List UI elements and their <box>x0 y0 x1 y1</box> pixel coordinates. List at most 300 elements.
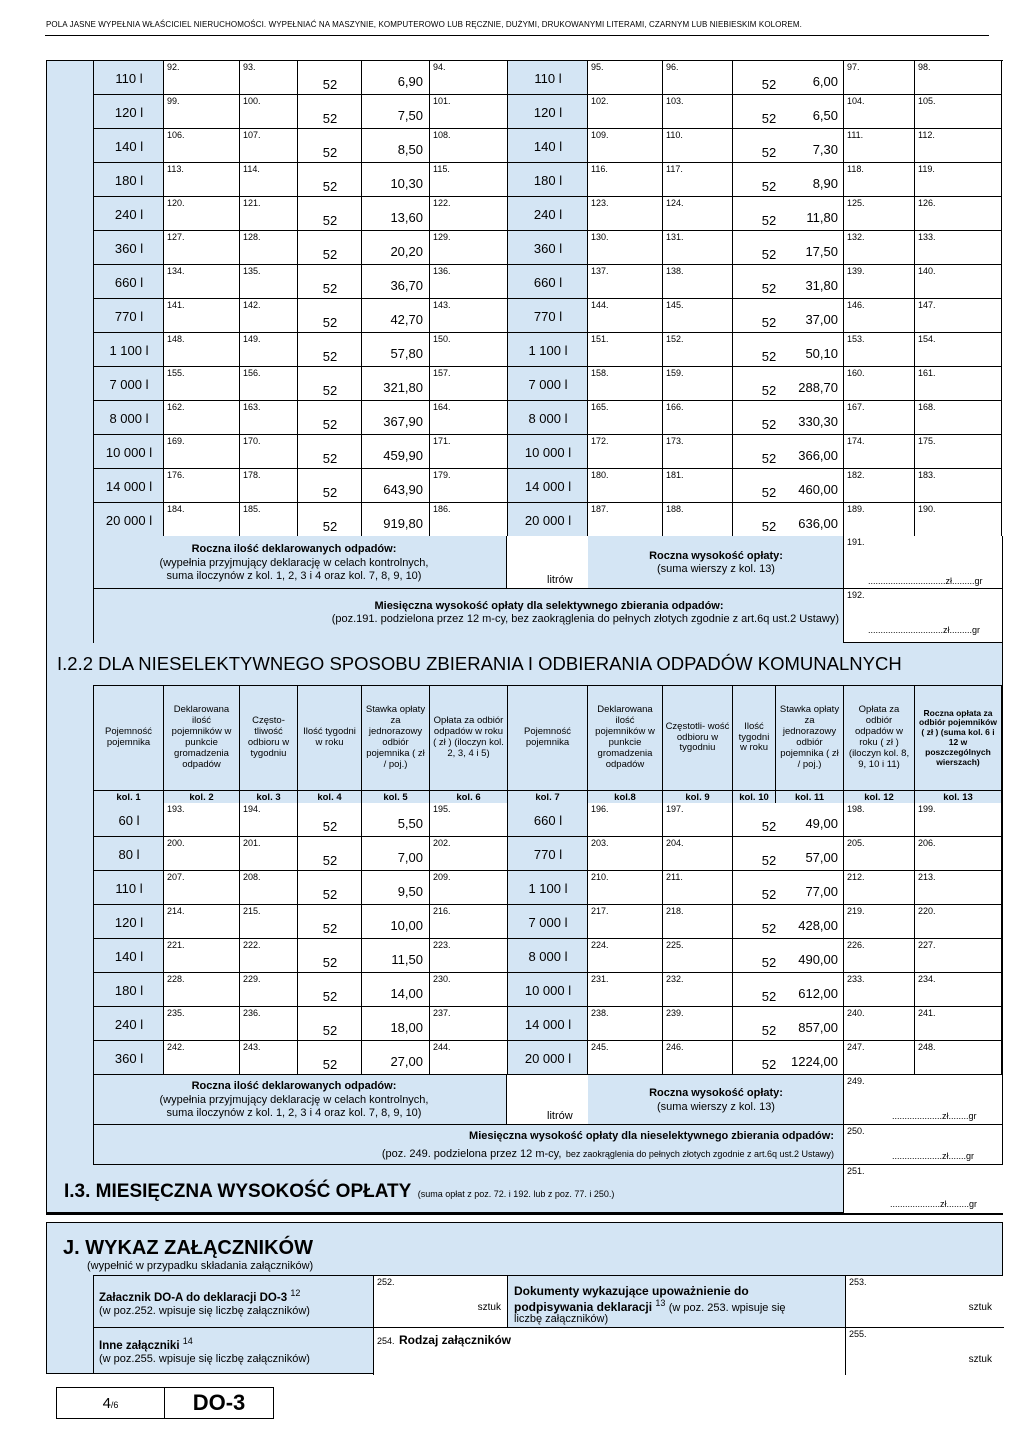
table-row <box>94 367 1002 401</box>
total-fee-cell[interactable] <box>915 973 1002 1007</box>
qty-cell[interactable] <box>164 95 240 129</box>
field-254[interactable] <box>374 1328 846 1375</box>
annual-fee-cell[interactable] <box>844 1007 915 1041</box>
frequency-cell[interactable] <box>663 1041 733 1075</box>
rate-value: 31,80 <box>805 278 838 293</box>
capacity-value: 14 000 l <box>524 1016 572 1032</box>
attachments-grid <box>93 1275 1003 1374</box>
qty-cell[interactable] <box>588 197 663 231</box>
qty-cell[interactable] <box>588 871 663 905</box>
position-number: 239. <box>666 1008 684 1018</box>
field-253[interactable] <box>846 1276 1004 1328</box>
annual-fee-cell[interactable] <box>430 197 508 231</box>
annual-fee-cell[interactable] <box>844 973 915 1007</box>
frequency-cell[interactable] <box>663 333 733 367</box>
qty-cell[interactable] <box>588 367 663 401</box>
position-number: 113. <box>167 164 184 174</box>
frequency-cell[interactable] <box>240 871 298 905</box>
frequency-cell[interactable] <box>663 367 733 401</box>
annual-fee-cell[interactable] <box>844 803 915 837</box>
total-fee-cell[interactable] <box>915 939 1002 973</box>
annual-fee-cell[interactable] <box>430 973 508 1007</box>
qty-cell[interactable] <box>164 401 240 435</box>
column-number: kol. 2 <box>164 790 240 804</box>
docs-title-line2 <box>514 1298 786 1314</box>
annual-fee-cell[interactable] <box>430 803 508 837</box>
qty-cell[interactable] <box>588 401 663 435</box>
qty-cell[interactable] <box>164 973 240 1007</box>
position-number: 118. <box>847 164 864 174</box>
position-number: 174. <box>847 436 865 446</box>
position-number: 143. <box>433 300 451 310</box>
position-number: 224. <box>591 940 609 950</box>
annual-fee-cell[interactable] <box>430 61 508 95</box>
pos-254: 254. <box>377 1336 395 1346</box>
frequency-cell[interactable] <box>240 367 298 401</box>
position-number: 165. <box>591 402 609 412</box>
annual-fee-cell[interactable] <box>844 871 915 905</box>
frequency-cell[interactable] <box>240 939 298 973</box>
position-number: 193. <box>167 804 185 814</box>
annual-fee-sub: (suma wierszy z kol. 13) <box>657 563 775 575</box>
position-number: 195. <box>433 804 451 814</box>
position-number: 140. <box>918 266 936 276</box>
monthly-title: Miesięczna wysokość opłaty dla selektywnego zbierania odpadów: <box>374 600 724 612</box>
weeks-value: 52 <box>761 886 777 902</box>
weeks-cell <box>298 163 362 197</box>
frequency-cell[interactable] <box>240 973 298 1007</box>
pos-250: 250. <box>847 1126 865 1136</box>
frequency-cell[interactable] <box>240 1007 298 1041</box>
total-fee-cell[interactable] <box>915 503 1002 537</box>
capacity-value: 240 l <box>114 206 144 222</box>
qty-cell[interactable] <box>588 1007 663 1041</box>
qty-cell[interactable] <box>164 905 240 939</box>
weeks-value: 52 <box>761 280 777 296</box>
capacity-value: 140 l <box>533 138 563 154</box>
frequency-cell[interactable] <box>663 129 733 163</box>
annual-fee-cell[interactable] <box>844 299 915 333</box>
qty-cell[interactable] <box>164 503 240 537</box>
total-fee-cell[interactable] <box>915 871 1002 905</box>
rate-value: 50,10 <box>805 346 838 361</box>
capacity-value: 20 000 l <box>524 1050 572 1066</box>
field-192[interactable] <box>844 589 1002 642</box>
pos-253: 253. <box>849 1277 867 1287</box>
capacity-cell <box>94 803 164 837</box>
frequency-cell[interactable] <box>663 1007 733 1041</box>
qty-cell[interactable] <box>588 503 663 537</box>
capacity-cell <box>508 299 588 333</box>
total-fee-cell[interactable] <box>915 163 1002 197</box>
position-number: 186. <box>433 504 451 514</box>
annual-fee-cell[interactable] <box>430 837 508 871</box>
capacity-cell <box>94 939 164 973</box>
frequency-cell[interactable] <box>240 503 298 537</box>
column-number: kol. 12 <box>844 790 915 804</box>
annual-fee-cell[interactable] <box>844 435 915 469</box>
rate-value: 428,00 <box>798 918 838 933</box>
qty-cell[interactable] <box>588 905 663 939</box>
weeks-value: 52 <box>761 110 777 126</box>
total-fee-cell[interactable] <box>915 299 1002 333</box>
position-number: 108. <box>433 130 451 140</box>
qty-cell[interactable] <box>588 231 663 265</box>
position-number: 92. <box>167 62 180 72</box>
qty-cell[interactable] <box>164 871 240 905</box>
column-number: kol. 6 <box>430 790 508 804</box>
total-fee-cell[interactable] <box>915 803 1002 837</box>
annual-fee-cell[interactable] <box>430 871 508 905</box>
annual-fee-cell[interactable] <box>844 939 915 973</box>
table-row <box>94 803 1002 837</box>
qty-cell[interactable] <box>588 333 663 367</box>
total-fee-cell[interactable] <box>915 265 1002 299</box>
total-fee-cell[interactable] <box>915 231 1002 265</box>
total-fee-cell[interactable] <box>915 333 1002 367</box>
field-191[interactable] <box>844 536 1002 589</box>
total-fee-cell[interactable] <box>915 367 1002 401</box>
weeks-cell <box>298 939 362 973</box>
ns-litrow-label: litrów <box>547 1110 573 1122</box>
frequency-cell[interactable] <box>663 469 733 503</box>
position-number: 101. <box>433 96 451 106</box>
frequency-cell[interactable] <box>240 95 298 129</box>
amount-192: ..............................zł.........gr <box>868 625 981 635</box>
capacity-cell <box>94 905 164 939</box>
total-fee-cell[interactable] <box>915 905 1002 939</box>
frequency-cell[interactable] <box>663 299 733 333</box>
capacity-value: 180 l <box>114 982 144 998</box>
annual-qty-box <box>94 536 588 589</box>
qty-cell[interactable] <box>164 1007 240 1041</box>
total-fee-cell[interactable] <box>915 837 1002 871</box>
position-number: 182. <box>847 470 865 480</box>
position-number: 144. <box>591 300 609 310</box>
frequency-cell[interactable] <box>663 905 733 939</box>
total-fee-cell[interactable] <box>915 197 1002 231</box>
weeks-value: 52 <box>322 484 338 500</box>
weeks-value: 52 <box>761 1056 777 1072</box>
annual-fee-cell[interactable] <box>844 231 915 265</box>
docs-sub-a: (w poz. 253. wpisuje się <box>668 1302 786 1314</box>
column-number: kol. 1 <box>94 790 164 804</box>
capacity-cell <box>94 871 164 905</box>
weeks-value: 52 <box>761 178 777 194</box>
annual-fee-cell[interactable] <box>844 163 915 197</box>
pos-249: 249. <box>847 1076 865 1086</box>
annual-fee-cell[interactable] <box>844 333 915 367</box>
position-number: 230. <box>433 974 451 984</box>
frequency-cell[interactable] <box>663 401 733 435</box>
ns-annual-qty-field[interactable] <box>506 1075 588 1124</box>
position-number: 104. <box>847 96 865 106</box>
total-fee-cell[interactable] <box>915 1007 1002 1041</box>
field-249[interactable] <box>844 1075 1002 1125</box>
qty-cell[interactable] <box>588 129 663 163</box>
frequency-cell[interactable] <box>663 803 733 837</box>
rate-cell <box>362 95 430 129</box>
capacity-value: 140 l <box>114 948 144 964</box>
frequency-cell[interactable] <box>240 61 298 95</box>
annual-fee-cell[interactable] <box>430 905 508 939</box>
frequency-cell[interactable] <box>663 61 733 95</box>
table-row <box>94 905 1002 939</box>
position-number: 93. <box>243 62 256 72</box>
frequency-cell[interactable] <box>240 803 298 837</box>
annual-fee-cell[interactable] <box>430 503 508 537</box>
position-number: 175. <box>918 436 936 446</box>
ns-monthly-fee-box <box>94 1125 844 1165</box>
rate-cell <box>362 435 430 469</box>
field-251[interactable] <box>843 1165 1003 1213</box>
capacity-value: 360 l <box>114 240 144 256</box>
weeks-value: 52 <box>322 886 338 902</box>
qty-cell[interactable] <box>164 367 240 401</box>
qty-cell[interactable] <box>588 803 663 837</box>
total-fee-cell[interactable] <box>915 435 1002 469</box>
annual-fee-cell[interactable] <box>844 469 915 503</box>
annual-fee-cell[interactable] <box>430 367 508 401</box>
annual-fee-cell[interactable] <box>430 1007 508 1041</box>
qty-cell[interactable] <box>164 1041 240 1075</box>
position-number: 179. <box>433 470 451 480</box>
table-row <box>94 401 1002 435</box>
qty-cell[interactable] <box>164 163 240 197</box>
monthly-fee-box <box>94 589 844 643</box>
qty-cell[interactable] <box>164 129 240 163</box>
capacity-value: 7 000 l <box>528 376 568 392</box>
qty-cell[interactable] <box>588 435 663 469</box>
qty-cell[interactable] <box>164 939 240 973</box>
weeks-value: 52 <box>761 212 777 228</box>
capacity-value: 120 l <box>533 104 563 120</box>
qty-cell[interactable] <box>588 163 663 197</box>
qty-cell[interactable] <box>164 197 240 231</box>
annual-fee-cell[interactable] <box>844 905 915 939</box>
pos-255: 255. <box>849 1329 867 1339</box>
position-number: 180. <box>591 470 609 480</box>
position-number: 218. <box>666 906 684 916</box>
frequency-cell[interactable] <box>240 129 298 163</box>
qty-cell[interactable] <box>588 95 663 129</box>
capacity-value: 140 l <box>114 138 144 154</box>
position-number: 111. <box>847 130 864 140</box>
frequency-cell[interactable] <box>240 231 298 265</box>
position-number: 176. <box>167 470 185 480</box>
qty-cell[interactable] <box>164 469 240 503</box>
frequency-cell[interactable] <box>663 435 733 469</box>
position-number: 211. <box>666 872 683 882</box>
frequency-cell[interactable] <box>240 469 298 503</box>
weeks-cell <box>298 469 362 503</box>
qty-cell[interactable] <box>164 61 240 95</box>
ns-monthly-title: Miesięczna wysokość opłaty dla nieselektywnego zbierania odpadów: <box>469 1130 834 1142</box>
position-number: 209. <box>433 872 451 882</box>
qty-cell[interactable] <box>164 333 240 367</box>
capacity-cell <box>94 265 164 299</box>
table-row <box>94 197 1002 231</box>
annual-fee-cell[interactable] <box>430 265 508 299</box>
total-fee-cell[interactable] <box>915 1041 1002 1075</box>
frequency-cell[interactable] <box>663 973 733 1007</box>
position-number: 112. <box>918 130 935 140</box>
qty-cell[interactable] <box>164 265 240 299</box>
total-fee-cell[interactable] <box>915 129 1002 163</box>
frequency-cell[interactable] <box>663 265 733 299</box>
rate-value: 18,00 <box>390 1020 423 1035</box>
position-number: 106. <box>167 130 185 140</box>
column-header: Częstotli- wość odbioru w tygodniu <box>663 686 733 790</box>
annual-fee-cell[interactable] <box>430 95 508 129</box>
annual-fee-cell[interactable] <box>844 401 915 435</box>
frequency-cell[interactable] <box>663 163 733 197</box>
total-fee-cell[interactable] <box>915 95 1002 129</box>
frequency-cell[interactable] <box>663 503 733 537</box>
position-number: 120. <box>167 198 185 208</box>
annual-fee-cell[interactable] <box>430 299 508 333</box>
frequency-cell[interactable] <box>240 163 298 197</box>
rate-value: 8,50 <box>397 142 423 157</box>
capacity-value: 240 l <box>533 206 563 222</box>
total-fee-cell[interactable] <box>915 469 1002 503</box>
annual-fee-cell[interactable] <box>844 837 915 871</box>
rate-value: 77,00 <box>805 884 838 899</box>
position-number: 105. <box>918 96 936 106</box>
annual-fee-cell[interactable] <box>844 95 915 129</box>
capacity-value: 8 000 l <box>528 410 568 426</box>
qty-cell[interactable] <box>588 469 663 503</box>
weeks-value: 52 <box>761 450 777 466</box>
weeks-cell <box>298 197 362 231</box>
frequency-cell[interactable] <box>240 905 298 939</box>
rate-value: 643,90 <box>383 482 423 497</box>
qty-cell[interactable] <box>588 837 663 871</box>
frequency-cell[interactable] <box>240 333 298 367</box>
weeks-value: 52 <box>322 518 338 534</box>
frequency-cell[interactable] <box>240 435 298 469</box>
qty-cell[interactable] <box>164 435 240 469</box>
annual-fee-cell[interactable] <box>430 939 508 973</box>
frequency-cell[interactable] <box>663 939 733 973</box>
position-number: 154. <box>918 334 936 344</box>
weeks-cell <box>298 61 362 95</box>
frequency-cell[interactable] <box>240 401 298 435</box>
table-row <box>94 469 1002 503</box>
annual-fee-cell[interactable] <box>430 435 508 469</box>
capacity-cell <box>508 973 588 1007</box>
qty-cell[interactable] <box>164 803 240 837</box>
other-sub: (w poz.255. wpisuje się liczbę załączników) <box>99 1353 310 1365</box>
frequency-cell[interactable] <box>240 299 298 333</box>
page-footer <box>56 1387 274 1419</box>
position-number: 203. <box>591 838 609 848</box>
annual-fee-cell[interactable] <box>844 129 915 163</box>
qty-cell[interactable] <box>588 1041 663 1075</box>
total-fee-cell[interactable] <box>915 401 1002 435</box>
column-header: Ilość tygodni w roku <box>298 686 362 790</box>
annual-fee-cell[interactable] <box>844 265 915 299</box>
i3-sub: (suma opłat z poz. 72. i 192. lub z poz. 77. i 250.) <box>417 1189 615 1199</box>
qty-cell[interactable] <box>588 939 663 973</box>
annual-fee-cell[interactable] <box>844 367 915 401</box>
capacity-cell <box>94 435 164 469</box>
qty-cell[interactable] <box>164 231 240 265</box>
annual-fee-cell[interactable] <box>430 129 508 163</box>
frequency-cell[interactable] <box>240 837 298 871</box>
qty-cell[interactable] <box>588 299 663 333</box>
qty-cell[interactable] <box>164 837 240 871</box>
selective-left-margin <box>46 60 93 643</box>
table-row <box>94 231 1002 265</box>
frequency-cell[interactable] <box>240 197 298 231</box>
position-number: 164. <box>433 402 451 412</box>
qty-cell[interactable] <box>588 973 663 1007</box>
qty-cell[interactable] <box>588 265 663 299</box>
annual-qty-line1: (wypełnia przyjmujący deklarację w celach kontrolnych, <box>159 557 429 569</box>
annual-fee-cell[interactable] <box>430 469 508 503</box>
annual-fee-cell[interactable] <box>430 401 508 435</box>
capacity-value: 360 l <box>114 1050 144 1066</box>
annual-fee-cell[interactable] <box>844 503 915 537</box>
annual-fee-cell[interactable] <box>430 231 508 265</box>
position-number: 231. <box>591 974 609 984</box>
position-number: 185. <box>243 504 261 514</box>
frequency-cell[interactable] <box>663 871 733 905</box>
rate-value: 36,70 <box>390 278 423 293</box>
total-fee-cell[interactable] <box>915 61 1002 95</box>
field-252[interactable] <box>374 1276 508 1328</box>
annual-fee-cell[interactable] <box>430 1041 508 1075</box>
qty-cell[interactable] <box>164 299 240 333</box>
position-number: 236. <box>243 1008 261 1018</box>
annual-fee-cell[interactable] <box>430 333 508 367</box>
annual-qty-field[interactable] <box>506 536 588 588</box>
weeks-cell <box>298 367 362 401</box>
annual-fee-cell[interactable] <box>844 197 915 231</box>
capacity-value: 1 100 l <box>528 342 568 358</box>
frequency-cell[interactable] <box>663 231 733 265</box>
frequency-cell[interactable] <box>240 1041 298 1075</box>
frequency-cell[interactable] <box>663 95 733 129</box>
frequency-cell[interactable] <box>240 265 298 299</box>
kind-label: Rodzaj załączników <box>398 1333 512 1347</box>
frequency-cell[interactable] <box>663 837 733 871</box>
annual-fee-cell[interactable] <box>844 61 915 95</box>
field-250[interactable] <box>844 1125 1002 1165</box>
position-number: 129. <box>433 232 451 242</box>
position-number: 116. <box>591 164 608 174</box>
capacity-value: 10 000 l <box>524 982 572 998</box>
column-header: Stawka opłaty za jednorazowy odbiór pojemnika ( zł / poj.) <box>362 686 430 790</box>
rate-value: 5,50 <box>397 816 423 831</box>
capacity-cell <box>94 163 164 197</box>
rate-value: 8,90 <box>812 176 838 191</box>
capacity-cell <box>508 197 588 231</box>
annual-fee-cell[interactable] <box>430 163 508 197</box>
position-number: 178. <box>243 470 261 480</box>
annual-fee-cell[interactable] <box>844 1041 915 1075</box>
capacity-cell <box>508 803 588 837</box>
weeks-cell <box>298 1041 362 1075</box>
weeks-value: 52 <box>761 988 777 1004</box>
rate-value: 6,50 <box>812 108 838 123</box>
rate-cell <box>362 905 430 939</box>
field-255[interactable] <box>846 1328 1004 1375</box>
frequency-cell[interactable] <box>663 197 733 231</box>
weeks-cell <box>298 299 362 333</box>
qty-cell[interactable] <box>588 61 663 95</box>
